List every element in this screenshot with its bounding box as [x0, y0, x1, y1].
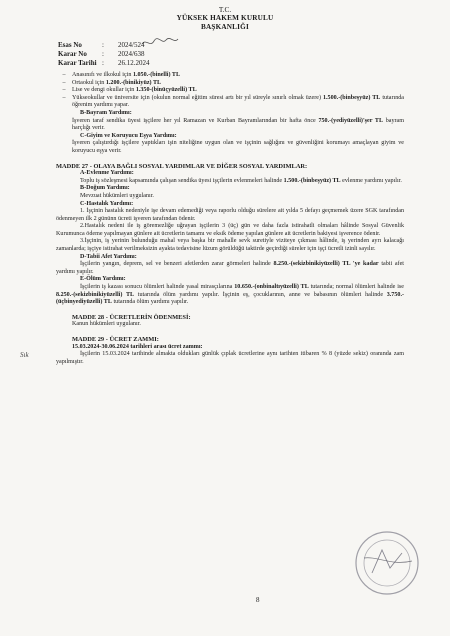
- section-heading: C-Giyim ve Koruyucu Eşya Yardımı:: [80, 132, 177, 139]
- header-tc: T.C.: [218, 6, 232, 14]
- meta-colon: :: [102, 50, 104, 58]
- page-number: 8: [256, 596, 260, 604]
- header-institution: YÜKSEK HAKEM KURULU: [176, 14, 274, 23]
- meta-colon: :: [102, 59, 104, 67]
- meta-colon: :: [102, 41, 104, 49]
- header-department: BAŞKANLIĞI: [201, 22, 249, 31]
- section-heading: D-Tabii Afet Yardımı:: [80, 253, 137, 260]
- paragraph: İşçilerin iş kazası sonucu ölümleri halinde yasal mirasçılarına 10.650.-(onbinaltıyüzelli) TL tutarında; normal ölümleri halinde ise 8.250.-(sekizbinikiyüzelli) TL tutarında ölüm yardımı yapılır. İşçinin eş, çocuklarının, anne ve babasının ölümleri halinde 3.750.-(üçbinyediyüzelli) TL tutarında ölüm yardımı yapılır.: [56, 284, 404, 306]
- case-metadata: [58, 41, 150, 68]
- official-stamp-seal: [352, 528, 422, 598]
- meta-key: Karar No: [58, 50, 87, 58]
- section-heading: A-Evlenme Yardımı:: [80, 170, 134, 177]
- meta-key: Karar Tarihi: [58, 59, 97, 67]
- meta-key: Esas No: [58, 41, 82, 49]
- subheading: 15.03.2024-30.06.2024 tarihleri arası ücret zammı:: [72, 343, 203, 350]
- list-item: – Lise ve dengi okullar için 1.350-(binüçyüzelli) TL: [62, 87, 197, 94]
- meta-row-karar: [58, 50, 150, 59]
- meta-row-tarih: [58, 59, 150, 68]
- paragraph: Kanun hükümleri uygulanır.: [72, 321, 141, 328]
- paragraph: İşveren çalıştırdığı işçilere yaptıkları işin niteliğine uygun olan ve işçinin sağlığını ve güvenliğini korumayı amaçlayan giyim ve koruyucu eşya verir.: [72, 140, 404, 154]
- section-heading: E-Ölüm Yardımı:: [80, 276, 126, 283]
- paragraph: 3.İşçinin, iş yerinin bulunduğu mahal veya başka bir mahalle sevk suretiyle viziteye çıkması hâlinde, iş yerinden ayrı kalacağı zamanlarda; işçiye istirahat verilmeksizin ayakta tedavisine lüzum görüldüğü taktirde geçirdiği süreler için işçi ücretli izinli sayılır.: [56, 238, 404, 253]
- article-heading: MADDE 27 - OLAYA BAĞLI SOSYAL YARDIMLAR VE DİĞER SOSYAL YARDIMLAR:: [56, 162, 308, 170]
- section-heading: B-Bayram Yardımı:: [80, 109, 132, 116]
- list-item: – Ortaokul için 1.200.-(binikiyüz) TL: [62, 79, 162, 86]
- paragraph: İşveren taraf sendika üyesi işçilere her yıl Ramazan ve Kurban Bayramlarından bir hafta önce 750.-(yediyüzelli)'şer TL bayram harçlığı verir.: [72, 117, 404, 132]
- meta-row-esas: [58, 41, 150, 50]
- article-heading: MADDE 29 - ÜCRET ZAMMI:: [72, 336, 159, 343]
- margin-handwriting: Sık: [20, 351, 29, 359]
- paragraph: 2.Hastalık nedeni ile iş göremezliğe uğrayan işçilerin 3 (üç) gün ve daha fazla istirahatli olmaları hâlinde Sosyal Güvenlik Kurumunca ödeme yapılmayan günlere ait ücretlerin tamamı ve eksik ödeme yapılan günlere ait ücretlerin bakiyesi işverence ödenir.: [56, 223, 404, 237]
- meta-value: 2024/638: [118, 50, 145, 58]
- paragraph: 1. İşçinin hastalık nedeniyle işe devam edemediği veya raporlu olduğu sürelere ait yılda 5 defayı geçmemek üzere SGK tarafından ödenmeyen ilk 2 gününn ücreti işveren tarafından ödenir.: [56, 208, 404, 222]
- article-heading: MADDE 28 - ÜCRETLERİN ÖDENMESİ:: [72, 313, 191, 321]
- list-item: – Yükseokullar ve üniversite için (okulun normal eğitim süresi artı bir yıl süreyle sınırlı olmak üzere) 1.500.-(binbeşyüz) TL tutarında öğrenim yardımı yapar.: [62, 94, 404, 109]
- document-body: [56, 72, 404, 366]
- section-heading: B-Doğum Yardımı:: [80, 185, 130, 192]
- list-item: – Anasınıfı ve ilkokul için 1.050.-(binelli) TL: [62, 72, 181, 78]
- meta-value: 26.12.2024: [118, 59, 150, 67]
- paragraph: Mevzuat hükümleri uygulanır.: [80, 192, 154, 199]
- paragraph: İşçilerin yangın, deprem, sel ve benzeri afetlerden zarar görmeleri halinde 8.250.-(sekizbinikiyüzelli) TL 'ye kadar tabii afet yardımı yapılır.: [56, 261, 404, 275]
- section-heading: C-Hastalık Yardımı:: [80, 200, 134, 207]
- paragraph: İşçilerin 15.03.2024 tarihinde almakta oldukları günlük çıplak ücretlerine aynı tarihten itibaren % 8 (yüzde sekiz) oranında zam yapılmıştır.: [56, 351, 404, 365]
- document-header: [0, 6, 450, 31]
- meta-value: 2024/524: [118, 41, 145, 49]
- paragraph: Toplu iş sözleşmesi kapsamında çalışan sendika üyesi işçilerin evlenmeleri halinde 1.500.-(binbeşyüz) TL evlenme yardımı yapılır.: [80, 177, 402, 184]
